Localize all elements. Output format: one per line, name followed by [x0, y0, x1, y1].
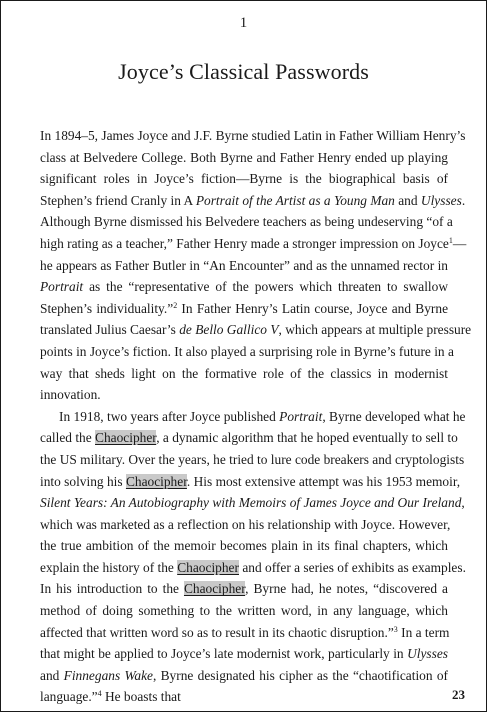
text-line: points in Joyce’s fiction. It also played a surprising role in Byrne’s future in a: [40, 343, 454, 359]
text-line: explain the history of the Chaocipher and offer a series of exhibits as examples.: [40, 559, 466, 575]
highlighted-term[interactable]: Chaocipher: [95, 430, 157, 446]
page-number: 23: [452, 687, 465, 702]
text-line: In 1894–5, James Joyce and J.F. Byrne studied Latin in Father William Henry’s: [40, 128, 466, 143]
text-line: method of doing something to the written word, in any language, which: [40, 603, 448, 619]
highlighted-term[interactable]: Chaocipher: [183, 581, 246, 597]
text-line: way that sheds light on the formative role of the classics in modernist: [40, 365, 448, 381]
text-line: that might be applied to Joyce’s late modernist work, particularly in Ulysses: [40, 646, 448, 662]
text-line: language.”$^4$ He boasts that: [40, 689, 181, 705]
text-line: the US military. Over the years, he tried to lure code breakers and cryptologists: [40, 451, 465, 467]
text-line: and Finnegans Wake, Byrne designated his cipher as the “chaotification of: [40, 667, 448, 683]
text-line: class at Belvedere College. Both Byrne and Father Henry ended up playing: [40, 149, 448, 165]
text-line: Stephen’s individuality.”$^2$ In Father Henry’s Latin course, Joyce and Byrne: [40, 300, 449, 316]
chapter-title: Joyce’s Classical Passwords: [118, 59, 369, 84]
text-line: In 1918, two years after Joyce published Portrait, Byrne developed what he: [59, 408, 466, 424]
text-line: the true ambition of the memoir becomes plain in its final chapters, which: [40, 538, 448, 554]
text-line: significant roles in Joyce’s fiction—Byrne is the biographical basis of: [40, 171, 448, 187]
text-line: In his introduction to the Chaocipher, Byrne had, he notes, “discovered a: [40, 581, 448, 597]
text-line: innovation.: [40, 387, 101, 403]
text-line: Silent Years: An Autobiography with Memoirs of James Joyce and Our Ireland,: [40, 495, 465, 511]
chapter-number: 1: [239, 15, 248, 31]
footnote-ref[interactable]: 2: [173, 300, 178, 310]
text-line: called the Chaocipher, a dynamic algorithm that he hoped eventually to sell to: [40, 430, 458, 446]
text-line: affected that written word so as to result in its chaotic disruption.”$^3$ In a term: [40, 624, 450, 640]
text-line: which was marketed as a reflection on his relationship with Joyce. However,: [40, 516, 451, 532]
text-line: Although Byrne dismissed his Belvedere teachers as being undeserving “of a: [40, 214, 453, 230]
text-line: Portrait as the “representative of the powers which threaten to swallow: [40, 279, 448, 295]
highlighted-term[interactable]: Chaocipher: [125, 473, 187, 489]
footnote-ref[interactable]: 3: [393, 624, 398, 634]
text-line: high rating as a teacher,” Father Henry made a stronger impression on Joyce$^1$—: [40, 235, 467, 251]
footnote-ref[interactable]: 4: [97, 689, 102, 699]
highlighted-term[interactable]: Chaocipher: [177, 559, 239, 575]
text-line: he appears as Father Butler in “An Encounter” and as the unnamed rector in: [40, 257, 448, 273]
text-line: Stephen’s friend Cranly in A Portrait of the Artist as a Young Man and Ulysses.: [40, 192, 466, 208]
footnote-ref[interactable]: 1: [448, 235, 453, 245]
text-line: into solving his Chaocipher. His most extensive attempt was his 1953 memoir,: [40, 473, 461, 489]
text-line: translated Julius Caesar’s de Bello Gallico V, which appears at multiple pressure: [40, 322, 472, 338]
